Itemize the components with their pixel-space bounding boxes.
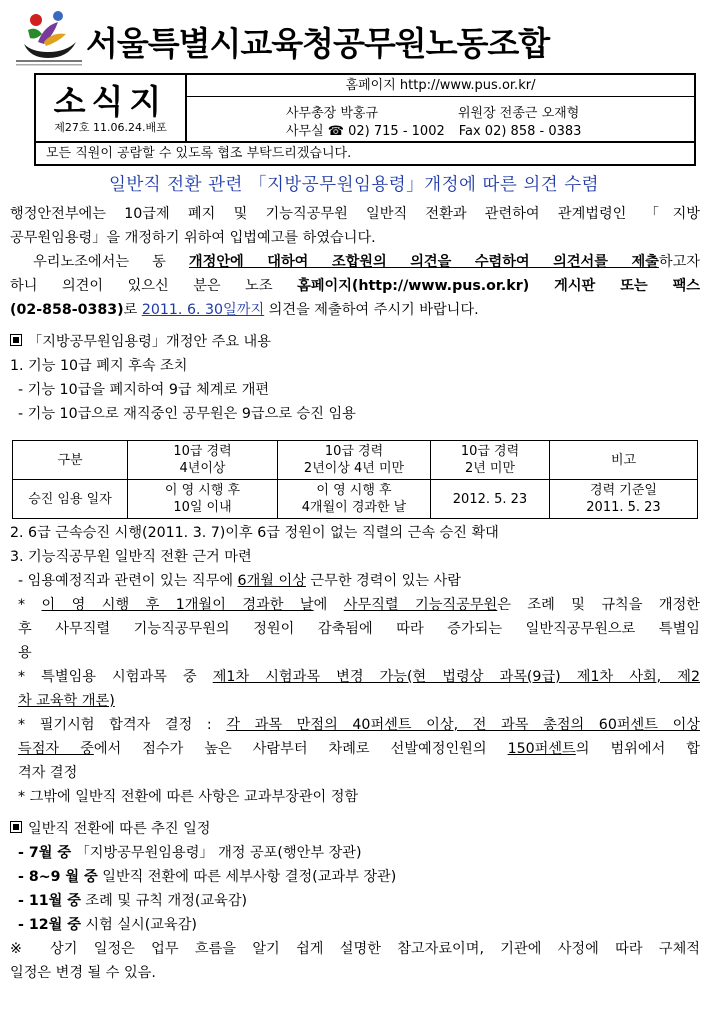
- homepage-url: 홈페이지 http://www.pus.or.kr/: [187, 75, 694, 97]
- intro-line: 행정안전부에는 10급제 폐지 및 기능직공무원 일반직 전환과 관련하여 관계법령인 「지방: [10, 206, 700, 222]
- list-item: - 임용예정직과 관련이 있는 직무에 6개월 이상 근무한 경력이 있는 사람: [18, 573, 461, 589]
- article-title: 일반직 전환 관련 「지방공무원임용령」개정에 따른 의견 수렴: [108, 175, 600, 195]
- list-item: 3. 기능직공무원 일반직 전환 근거 마련: [10, 549, 252, 565]
- table-row: [13, 480, 698, 519]
- checkbox-bullet-icon: [10, 334, 22, 346]
- table-cell: 승진 임용 일자: [13, 480, 128, 519]
- table-header: 10급 경력 4년이상: [128, 441, 278, 480]
- table-header: 10급 경력 2년이상 4년 미만: [278, 441, 431, 480]
- article-body: [10, 202, 700, 985]
- office-phone: 사무실 ☎ 02) 715 - 1002: [286, 124, 445, 139]
- list-item: * 이 영 시행 후 1개월이 경과한 날에 사무직렬 기능직공무원은 조례 및 규칙을 개정한: [18, 597, 701, 613]
- table-header-row: [13, 441, 698, 480]
- office-contact: [286, 120, 581, 139]
- masthead: 소식지: [53, 82, 168, 121]
- schedule-item: - 12월 중 시험 실시(교육감): [18, 917, 197, 933]
- list-item: * 특별임용 시험과목 중 제1차 시험과목 변경 가능(현 법령상 과목(9급) 제1차 사회, 제2: [18, 669, 700, 685]
- schedule-item: - 8~9 월 중 일반직 전환에 따른 세부사항 결정(교과부 장관): [18, 869, 397, 885]
- chairpersons: 위원장 전종근 오재형: [458, 106, 580, 121]
- list-item: - 기능 10급으로 재직중인 공무원은 9급으로 승진 임용: [18, 406, 356, 422]
- list-item-continued: 차 교육학 개론): [18, 693, 115, 709]
- masthead-block: [36, 75, 187, 141]
- list-item-continued: 득점자 중에서 점수가 높은 사람부터 차례로 선발예정인원의 150퍼센트의 범위에서 합: [18, 741, 700, 757]
- intro-line: 공무원임용령」을 개정하기 위하여 입법예고를 하였습니다.: [10, 230, 376, 246]
- schedule-note: 일정은 변경 될 수 있음.: [10, 965, 156, 981]
- schedule-item: - 11월 중 조례 및 규칙 개정(교육감): [18, 893, 248, 909]
- union-logo: [14, 6, 84, 68]
- table-cell: 2012. 5. 23: [431, 480, 550, 519]
- promotion-table: [10, 440, 700, 519]
- list-item: 2. 6급 근속승진 시행(2011. 3. 7)이후 6급 정원이 없는 직렬의 근속 승진 확대: [10, 525, 499, 541]
- organization-name: 서울특별시교육청공무원노동조합: [86, 24, 550, 63]
- table-cell: 경력 기준일 2011. 5. 23: [550, 480, 698, 519]
- issue-number: 제27호 11.06.24.배포: [54, 121, 167, 134]
- newsletter-header: [34, 73, 696, 166]
- table-header: 10급 경력 2년 미만: [431, 441, 550, 480]
- schedule-note: ※ 상기 일정은 업무 흐름을 알기 쉽게 설명한 참고자료이며, 기관에 사정에 따라 구체적: [10, 941, 700, 957]
- list-item-continued: 후 사무직렬 기능직공무원의 정원이 감축됨에 따라 증가되는 일반직공무원으로 특별임: [18, 621, 700, 637]
- fax-number: Fax 02) 858 - 0383: [458, 124, 582, 139]
- deadline-date: 2011. 6. 30일까지: [141, 302, 265, 318]
- request-line: (02-858-0383)로 2011. 6. 30일까지 의견을 제출하여 주시기 바랍니다.: [10, 302, 479, 318]
- section-heading: 「지방공무원임용령」개정안 주요 내용: [10, 330, 700, 354]
- checkbox-bullet-icon: [10, 821, 22, 833]
- list-item-continued: 용: [18, 645, 32, 661]
- list-item: 1. 기능 10급 폐지 후속 조치: [10, 358, 188, 374]
- list-item: - 기능 10급을 폐지하여 9급 체계로 개편: [18, 382, 270, 398]
- circulation-notice: 모든 직원이 공람할 수 있도록 협조 부탁드리겠습니다.: [36, 141, 694, 164]
- table-cell: 이 영 시행 후 4개월이 경과한 날: [278, 480, 431, 519]
- request-line: 하니 의견이 있으신 분은 노조 홈페이지(http://www.pus.or.kr) 게시판 또는 팩스: [10, 278, 700, 294]
- schedule-item: - 7월 중 「지방공무원임용령」 개정 공포(행안부 장관): [18, 845, 362, 861]
- list-item: * 필기시험 합격자 결정 : 각 과목 만점의 40퍼센트 이상, 전 과목 총점의 60퍼센트 이상: [18, 717, 700, 733]
- table-header: 비고: [550, 441, 698, 480]
- contact-block: [187, 75, 694, 141]
- table-cell: 이 영 시행 후 10일 이내: [128, 480, 278, 519]
- list-item: * 그밖에 일반직 전환에 따른 사항은 교과부장관이 정함: [18, 789, 359, 805]
- request-line: 우리노조에서는 동 개정안에 대하여 조합원의 의견을 수렴하여 의견서를 제출하고자: [33, 254, 701, 270]
- section-heading: 일반직 전환에 따른 추진 일정: [10, 817, 700, 841]
- list-item-continued: 격자 결정: [18, 765, 78, 781]
- officers-line: [286, 102, 580, 121]
- secretary-general: 사무총장 박홍규: [286, 106, 379, 121]
- table-header: 구분: [13, 441, 128, 480]
